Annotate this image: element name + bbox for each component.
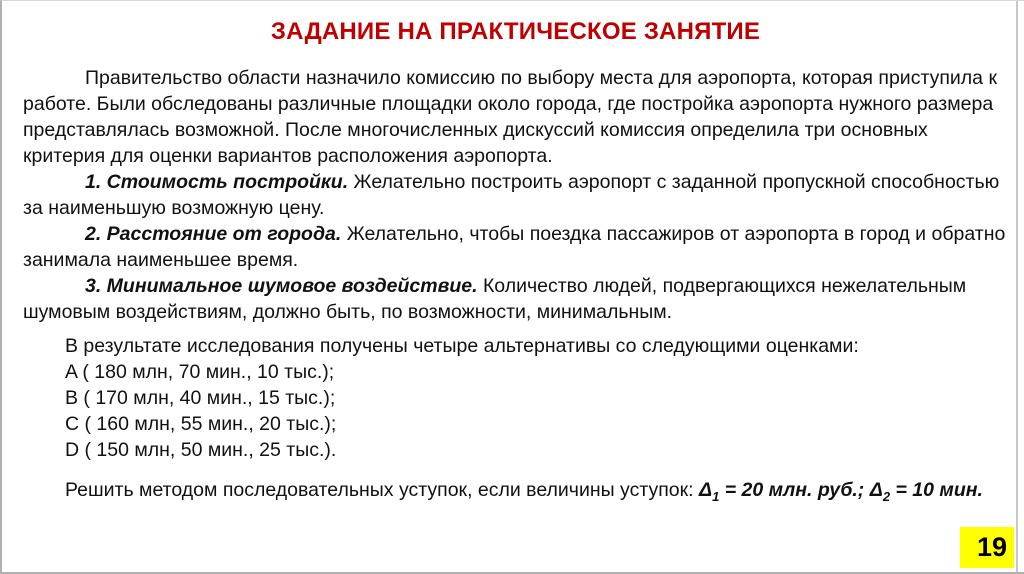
delta-1-subscript: 1 [712,488,720,504]
criterion-3-label: 3. Минимальное шумовое воздействие. [85,275,478,297]
criterion-3 [23,273,1008,325]
task-prefix: Решить методом последовательных уступок, если величины уступок: [65,479,699,501]
criterion-3-text: Количество людей, подвергающихся нежелательным шумовым воздействиям, должно быть, по возможности, минимальным. [23,275,967,323]
criterion-1-text: Желательно построить аэропорт с заданной пропускной способностью за наименьшую возможную цену. [23,171,1000,219]
task-line [65,477,1008,510]
page-number-badge: 19 [960,527,1014,568]
task-formula [699,479,983,504]
alternative-c: C ( 160 млн, 55 мин., 20 тыс.); [65,413,337,435]
slide-title: ЗАДАНИЕ НА ПРАКТИЧЕСКОЕ ЗАНЯТИЕ [270,18,761,45]
alternative-b: B ( 170 млн, 40 мин., 15 тыс.); [65,387,336,409]
delta-1-value: = 20 млн. руб.; [719,479,870,501]
delta-2-symbol: Δ [869,479,883,501]
criterion-2 [23,221,1008,273]
delta-1-symbol: Δ [699,479,713,501]
criterion-1 [23,169,1008,221]
alternative-a: A ( 180 млн, 70 мин., 10 тыс.); [65,361,335,383]
intro-paragraph: Правительство области назначило комиссию по выбору места для аэропорта, которая приступила к работе. Были обследованы различные площадки около города, где постройка аэропорта нужного размера представлялась возможной. После многочисленных дискуссий комиссия определила три основных критерия для оценки вариантов расположения аэропорта. [23,67,997,167]
slide-content [2,1,1024,510]
delta-2-subscript: 2 [882,488,891,504]
criterion-1-label: 1. Стоимость постройки. [85,171,349,193]
criterion-2-text: Желательно, чтобы поездка пассажиров от аэропорта в город и обратно занимала наименьшее время. [23,223,1006,271]
criterion-2-label: 2. Расстояние от города. [85,223,342,245]
alternatives-intro: В результате исследования получены четыре альтернативы со следующими оценками: [65,335,859,357]
alternative-d: D ( 150 млн, 50 мин., 25 тыс.). [65,439,337,461]
delta-2-value: = 10 мин. [890,479,983,501]
